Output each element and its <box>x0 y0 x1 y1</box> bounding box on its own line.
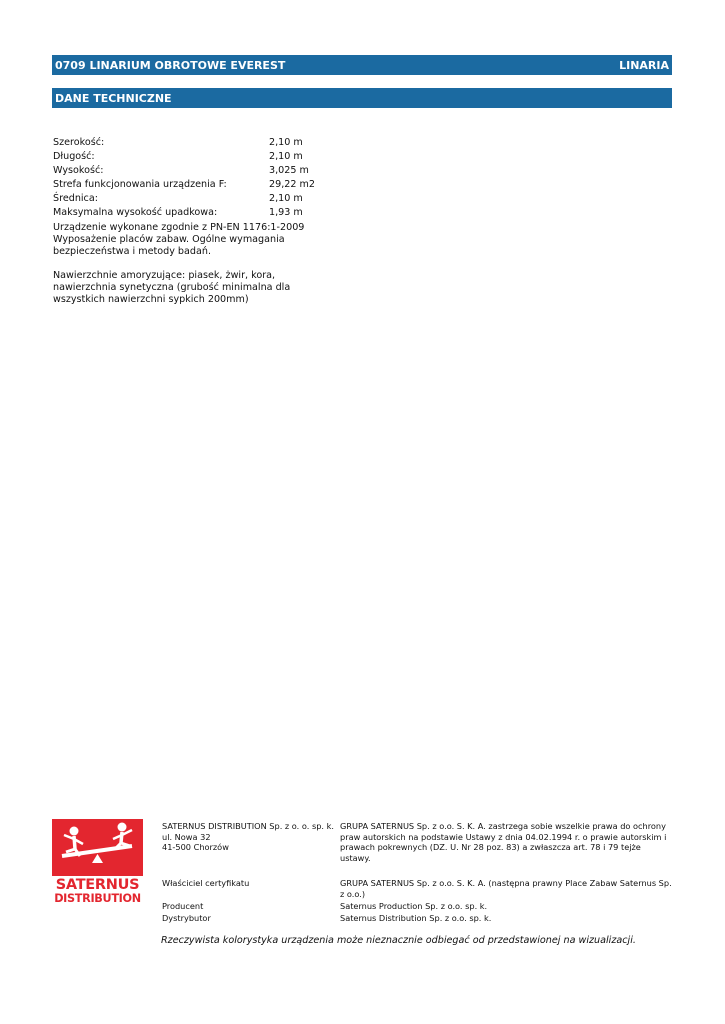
spec-row <box>53 192 338 206</box>
product-header-bar <box>52 55 672 75</box>
spec-row <box>53 136 338 150</box>
technical-specs <box>53 136 338 306</box>
distributor-value: Saternus Distribution Sp. z o.o. sp. k. <box>340 913 492 923</box>
spec-value: 1,93 m <box>269 207 303 218</box>
spec-label: Wysokość: <box>53 165 104 176</box>
copyright-notice: GRUPA SATERNUS Sp. z o.o. S. K. A. zastrzega sobie wszelkie prawa do ochrony praw autorskich na podstawie Ustawy z dnia 04.02.1994 r. o prawie autorskim i prawach pokrewnych (DZ. U. Nr 28 poz. 83) a zwłaszcza art. 78 i 79 tejże ustawy. <box>340 821 667 863</box>
distributor-label: Dystrybutor <box>162 913 211 923</box>
seesaw-children-icon <box>52 819 143 876</box>
surfaces-text: Nawierzchnie amoryzujące: piasek, żwir, kora, nawierzchnia synetyczna (grubość minimalna dla wszystkich nawierzchni sypkich 200mm) <box>53 270 291 305</box>
spec-value: 2,10 m <box>269 137 303 148</box>
spec-label: Szerokość: <box>53 137 105 148</box>
company-city: 41-500 Chorzów <box>162 842 229 853</box>
spec-label: Maksymalna wysokość upadkowa: <box>53 207 218 218</box>
spec-value: 2,10 m <box>269 193 303 204</box>
spec-value: 29,22 m2 <box>269 179 315 190</box>
section-header-bar <box>52 88 672 108</box>
section-title: DANE TECHNICZNE <box>55 91 172 105</box>
norm-compliance-text: Urządzenie wykonane zgodnie z PN-EN 1176:1-2009 Wyposażenie placów zabaw. Ogólne wymagania bezpieczeństwa i metody badań. <box>53 222 305 257</box>
spec-value: 3,025 m <box>269 165 309 176</box>
spec-value: 2,10 m <box>269 151 303 162</box>
certificate-owner-value: GRUPA SATERNUS Sp. z o.o. S. K. A. (następna prawny Place Zabaw Saternus Sp. z o.o.) <box>340 878 672 899</box>
color-disclaimer: Rzeczywista kolorystyka urządzenia może nieznacznie odbiegać od przedstawionej na wizualizacji. <box>161 935 636 946</box>
company-street: ul. Nowa 32 <box>162 831 211 842</box>
product-title: 0709 LINARIUM OBROTOWE EVEREST <box>55 58 286 72</box>
company-address <box>162 821 337 853</box>
logo-wordmark: SATERNUS <box>55 877 140 893</box>
spec-row <box>53 150 338 164</box>
logo-subtitle: DISTRIBUTION <box>54 892 141 905</box>
spec-label: Strefa funkcjonowania urządzenia F: <box>53 179 227 190</box>
producer-label: Producent <box>162 901 204 911</box>
saternus-logo <box>52 819 143 908</box>
certificate-owner-label: Właściciel certyfikatu <box>162 878 250 888</box>
category-label: LINARIA <box>619 58 669 72</box>
spec-row <box>53 164 338 178</box>
spec-row <box>53 178 338 192</box>
spec-label: Średnica: <box>53 193 98 204</box>
spec-row <box>53 206 338 220</box>
producer-value: Saternus Production Sp. z o.o. sp. k. <box>340 901 488 911</box>
company-name: SATERNUS DISTRIBUTION Sp. z o. o. sp. k. <box>162 821 334 831</box>
spec-label: Długość: <box>53 151 95 162</box>
